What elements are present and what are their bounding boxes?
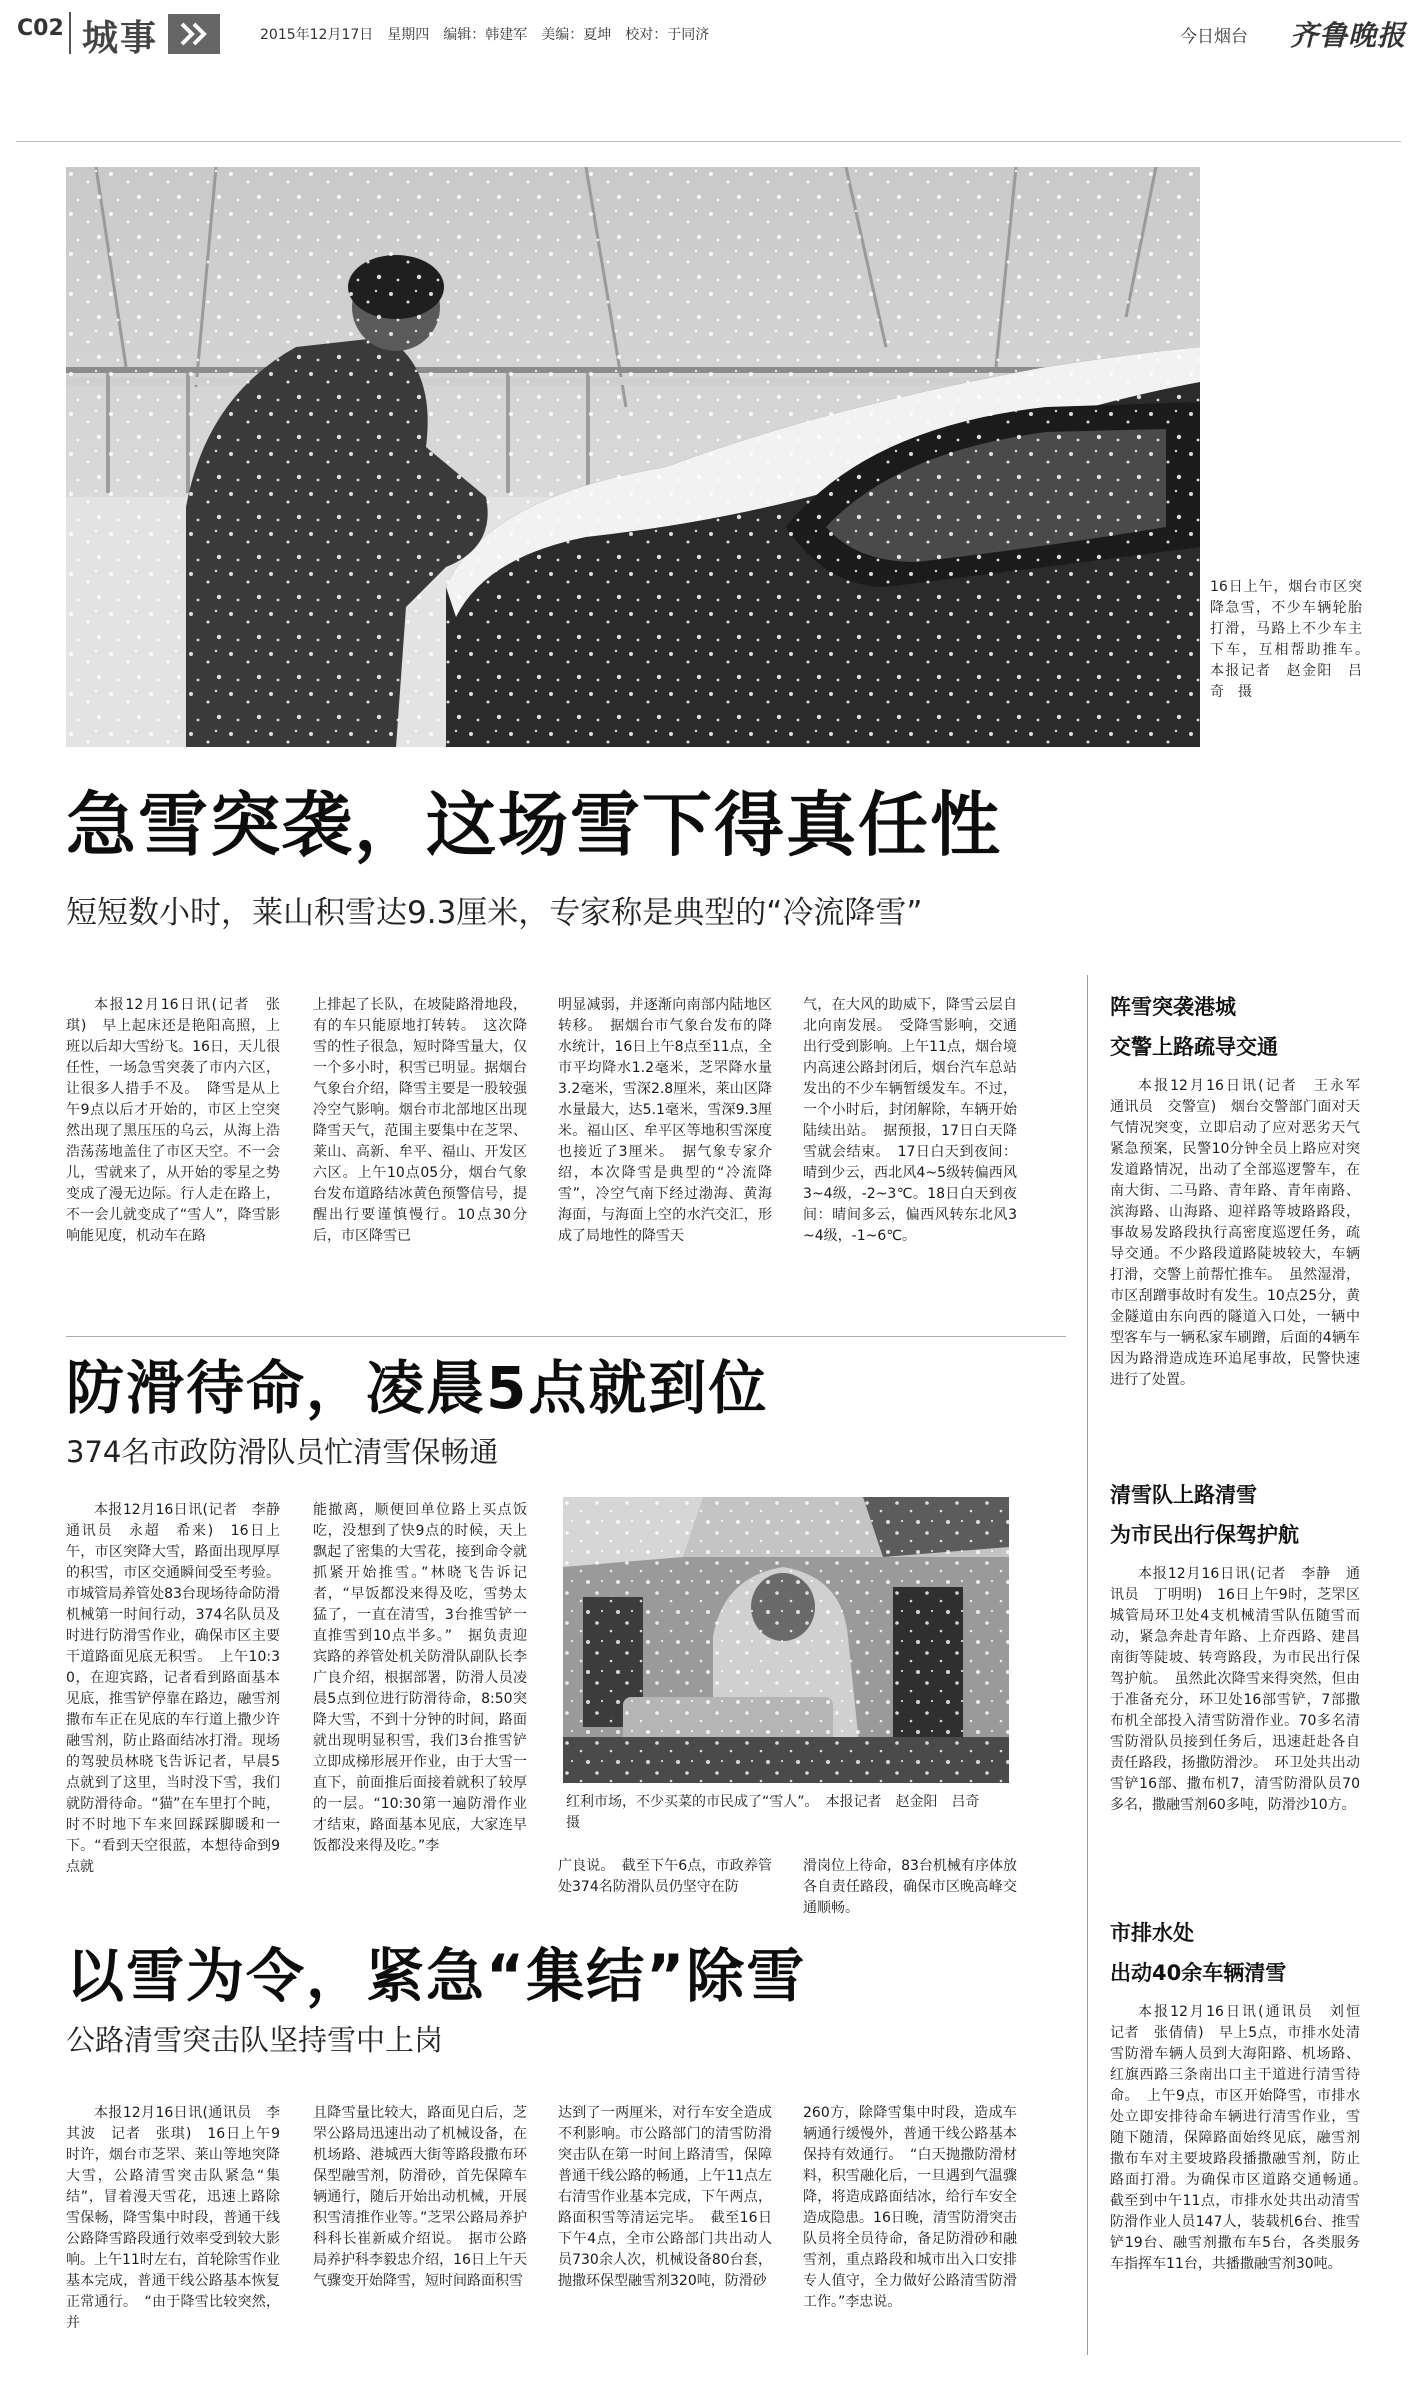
article3-subtitle: 公路清雪突击队坚持雪中上岗 (66, 2023, 444, 2057)
snow-car-photo (66, 167, 1200, 747)
article3-title: 以雪为令，紧急“集结”除雪 (66, 1942, 807, 2010)
header-rule (16, 141, 1401, 142)
sidebar-story-traffic (1110, 990, 1374, 1391)
article2-subtitle: 374名市政防滑队员忙清雪保畅通 (66, 1435, 499, 1469)
section-arrow-icon (168, 14, 220, 54)
sidebar3-title-1: 市排水处 (1110, 1921, 1194, 1945)
sidebar1-title-2: 交警上路疏导交通 (1110, 1035, 1278, 1059)
article1-subtitle: 短短数小时，莱山积雪达9.3厘米，专家称是典型的“冷流降雪” (66, 895, 923, 931)
header-divider (69, 12, 71, 54)
article1-col1: 本报12月16日讯(记者 张琪) 早上起床还是艳阳高照，上班以后却大雪纷飞。16日，天儿很任性，一场急雪突袭了市内六区，让很多人措手不及。 降雪是从上午9点以后才开始的，市区上空突然出现了黑压压的乌云，从海上浩浩荡荡地盖住了市区天空。不一会儿，雪就来了，从开始的零星之势变成了漫无边际。行人走在路上，不一会儿就变成了“雪人”，降雪影响能见度，机动车在路 (66, 997, 280, 1244)
page-header (0, 0, 1417, 60)
sidebar1-title-1: 阵雪突袭港城 (1110, 995, 1236, 1019)
market-snow-photo (563, 1497, 1009, 1783)
article3-col3: 达到了一两厘米，对行车安全造成不利影响。市公路部门的清雪防滑突击队在第一时间上路清雪，保障普通干线公路的畅通，上午11点左右清雪作业基本完成，下午两点，路面积雪等清运完毕。 截至16日下午4点，全市公路部门共出动人员730余人次，机械设备80台套，抛撒环保型融雪剂320吨，防滑砂 (558, 2105, 772, 2289)
sidebar-story-drainage (1110, 1916, 1374, 2275)
article2-col4: 滑岗位上待命，83台机械有序体放各自责任路段，确保市区晚高峰交通顺畅。 (803, 1858, 1017, 1916)
article1-title: 急雪突袭，这场雪下得真任性 (66, 784, 1002, 866)
article1-col2: 上排起了长队，在坡陡路滑地段，有的车只能原地打转转。 这次降雪的性子很急，短时降雪量大，仅一个多小时，积雪已明显。据烟台气象台介绍，降雪主要是一股较强冷空气影响。烟台市北部地区出现降雪天气，范围主要集中在芝罘、莱山、高新、牟平、福山、开发区六区。上午10点05分，烟台气象台发布道路结冰黄色预警信号，提醒出行要谨慎慢行。10点30分后，市区降雪已 (313, 997, 527, 1244)
market-photo-caption: 红利市场，不少买菜的市民成了“雪人”。 本报记者 赵金阳 吕奇 摄 (566, 1794, 994, 1831)
article2-title: 防滑待命，凌晨5点就到位 (66, 1354, 769, 1422)
sidebar2-title-2: 为市民出行保驾护航 (1110, 1523, 1299, 1547)
sidebar3-body: 本报12月16日讯(通讯员 刘恒 记者 张倩倩) 早上5点，市排水处清雪防滑车辆人员到大海阳路、机场路、红旗西路三条南出口主干道进行清雪待命。 上午9点，市区开始降雪，市排水处立即安排待命车辆进行清雪作业，雪随下随清，保障路面始终见底，融雪剂撒布车对主要坡路段播撒融雪剂，防止路面打滑。为确保市区道路交通畅通。 截至到中午11点，市排水处共出动清雪防滑作业人员147人，装载机6台、推雪铲19台、融雪剂撒布车5台，各类服务车指挥车11台，共播撒融雪剂30吨。 (1110, 2004, 1374, 2272)
article1-col3: 明显减弱，并逐渐向南部内陆地区转移。 据烟台市气象台发布的降水统计，16日上午8点至11点，全市平均降水1.2毫米，芝罘降水量3.2毫米，雪深2.8厘米，莱山区降水量最大，达5.1毫米，雪深9.3厘米。福山区、牟平区等地积雪深度也接近了3厘米。 据气象专家介绍，本次降雪是典型的“冷流降雪”，冷空气南下经过渤海、黄海海面，与海面上空的水汽交汇，形成了局地性的降雪天 (558, 997, 772, 1244)
section-name: 城事 (82, 18, 159, 59)
issue-meta: 2015年12月17日 星期四 编辑：韩建军 美编：夏坤 校对：于同济 (260, 27, 710, 43)
article2-col1: 本报12月16日讯(记者 李静 通讯员 永超 希来) 16日上午，市区突降大雪，路面出现厚厚的积雪，市区交通瞬间受至考验。市城管局养管处83台现场待命防滑机械第一时间行动，374名队员及时进行防滑雪作业，确保市区主要干道路面见底无积雪。 上午10:30，在迎宾路，记者看到路面基本见底，推雪铲停靠在路边，融雪剂撒布车正在见底的车行道上撒少许融雪剂，防止路面结冰打滑。现场的驾驶员林晓飞告诉记者，早晨5点就到了这里，当时没下雪，我们就防滑待命。“猫”在车里打个盹，时不时地下车来回踩踩脚暖和一下。“看到天空很蓝，本想待命到9点就 (66, 1502, 294, 1875)
sidebar2-title-1: 清雪队上路清雪 (1110, 1483, 1257, 1507)
sidebar-story-cleanup (1110, 1478, 1360, 1816)
newspaper-logo: 齐鲁晚报 (1290, 19, 1407, 52)
article2-col2: 能撤离，顺便回单位路上买点饭吃，没想到了快9点的时候，天上飘起了密集的大雪花，接到命令就抓紧开始推雪。”林晓飞告诉记者，“早饭都没来得及吃，雪势太猛了，一直在清雪，3台推雪铲一直推雪到10点半多。” 据负责迎宾路的养管处机关防滑队副队长李广良介绍，根据部署，防滑人员凌晨5点到位进行防滑待命，8:50突降大雪，不到十分钟的时间，路面就出现明显积雪，我们3台推雪铲立即成梯形展开作业，由于大雪一直下，前面推后面接着就积了较厚的一层。“10:30第一遍防滑作业才结束，路面基本见底，大家连早饭都没来得及吃。”李 (313, 1502, 527, 1854)
article2-col3: 广良说。 截至下午6点，市政养管处374名防滑队员仍坚守在防 (558, 1858, 772, 1895)
article1-col4: 气，在大风的助威下，降雪云层自北向南发展。 受降雪影响，交通出行受到影响。上午11点，烟台境内高速公路封闭后，烟台汽车总站发出的不少车辆暂缓发车。不过，一个小时后，封闭解除，车辆开始陆续出站。 据预报，17日白天降雪就会结束。 17日白天到夜间：晴到少云，西北风4~5级转偏西风3~4级，-2~3℃。18日白天到夜间：晴间多云，偏西风转东北风3~4级，-1~6℃。 (803, 997, 1017, 1244)
article1-bottom-rule (66, 1336, 1066, 1337)
page-number: C02 (17, 16, 64, 41)
sidebar3-title-2: 出动40余车辆清雪 (1110, 1961, 1287, 1985)
sidebar1-body: 本报12月16日讯(记者 王永军 通讯员 交警宣) 烟台交警部门面对天气情况突变，立即启动了应对恶劣天气紧急预案，民警10分钟全员上路应对突发道路情况，出动了全部巡逻警车，在南大街、二马路、青年路、青年南路、滨海路、山海路、迎祥路等坡路路段，事故易发路段执行高密度巡逻任务，疏导交通。不少路段道路陡坡较大，车辆打滑，交警上前帮忙推车。 虽然湿滑，市区刮蹭事故时有发生。10点25分，黄金隧道由东向西的隧道入口处，一辆中型客车与一辆私家车刷蹭，后面的4辆车因为路滑造成连环追尾事故，民警快速进行了处置。 (1110, 1078, 1374, 1388)
sidebar-divider (1087, 975, 1088, 2355)
article3-col2: 且降雪量比较大，路面见白后，芝罘公路局迅速出动了机械设备，在机场路、港城西大街等路段撒布环保型融雪剂，防滑砂，首先保障车辆通行，随后开始出动机械，开展积雪清推作业等。”芝罘公路局养护科科长崔新威介绍说。 据市公路局养护科李毅忠介绍，16日上午天气骤变开始降雪，短时间路面积雪 (313, 2105, 527, 2289)
article3-col4: 260方，除降雪集中时段，造成车辆通行缓慢外，普通干线公路基本保持有效通行。 “白天抛撒防滑材料，积雪融化后，一旦遇到气温骤降，将造成路面结冰，给行车安全造成隐患。16日晚，清雪防滑突击队员将全员待命，备足防滑砂和融雪剂，重点路段和城市出入口安排专人值守，全力做好公路清雪防滑工作。”李忠说。 (803, 2105, 1017, 2310)
edition-name: 今日烟台 (1180, 27, 1248, 47)
sidebar2-body: 本报12月16日讯(记者 李静 通讯员 丁明明) 16日上午9时，芝罘区城管局环卫处4支机械清雪队伍随雪而动，紧急奔赴青年路、上夼西路、建昌南街等陡坡、转弯路段，为市民出行保驾护航。 虽然此次降雪来得突然，但由于准备充分，环卫处16部雪铲，7部撒布机全部投入清雪防滑作业。70多名清雪防滑队员接到任务后，迅速赶赴各自责任路段，扬撒防滑沙。 环卫处共出动雪铲16部、撒布机7，清雪防滑队员70多名，撒融雪剂60多吨，防滑沙10方。 (1110, 1566, 1360, 1813)
top-photo-caption: 16日上午，烟台市区突降急雪，不少车辆轮胎打滑，马路上不少车主下车，互相帮助推车。 本报记者 赵金阳 吕奇 摄 (1210, 579, 1376, 700)
article3-col1: 本报12月16日讯(通讯员 李其波 记者 张琪) 16日上午9时许，烟台市芝罘、莱山等地突降大雪，公路清雪突击队紧急“集结”，冒着漫天雪花，迅速上路除雪保畅，降雪集中时段，普通干线公路降雪路段通行效率受到较大影响。上午11时左右，首轮除雪作业基本完成，普通干线公路基本恢复正常通行。 “由于降雪比较突然，并 (66, 2105, 280, 2331)
